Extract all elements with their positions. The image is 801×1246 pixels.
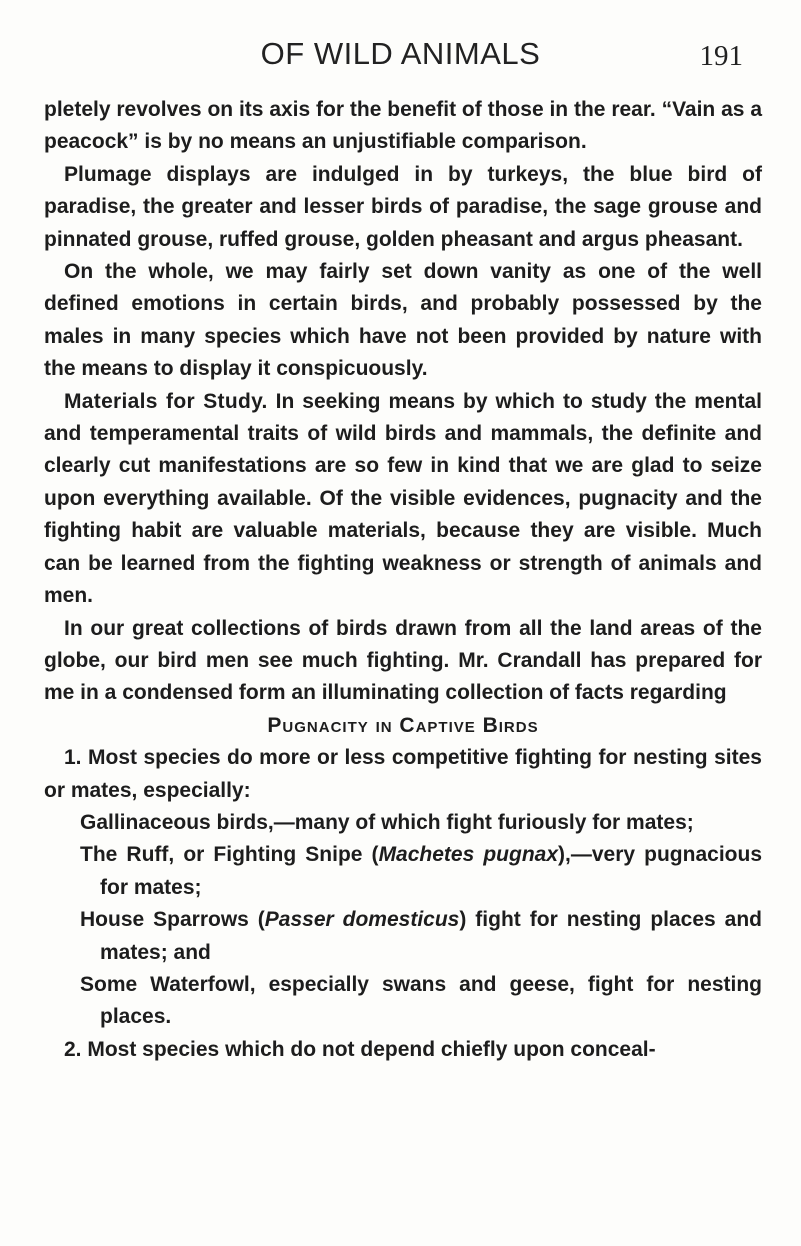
sub-item-sparrows-pre: House Sparrows ( <box>80 908 265 932</box>
sub-item-gallinaceous: Gallinaceous birds,—many of which fight furiously for mates; <box>80 810 694 834</box>
paragraph-vanity: On the whole, we may fairly set down vanity as one of the well defined emotions in certain birds, and probably possessed by the males in many species which have not been provided by nature with the means to display it conspicuously. <box>44 260 762 381</box>
page-number: 191 <box>699 40 743 72</box>
sub-item-sparrows-post: ) fight for nesting places and mates; and <box>100 908 762 964</box>
running-title: OF WILD ANIMALS <box>260 36 541 71</box>
sub-item-sparrows <box>44 904 762 969</box>
paragraph-plumage: Plumage displays are indulged in by turkeys, the blue bird of paradise, the greater and lesser birds of paradise, the sage grouse and pinnated grouse, ruffed grouse, golden pheasant and argus pheasant. <box>44 162 762 251</box>
sub-item-ruff <box>44 839 762 904</box>
sub-item-waterfowl: Some Waterfowl, especially swans and geese, fight for nesting places. <box>80 972 762 1029</box>
paragraph-materials-text: In seeking means by which to study the mental and temperamental traits of wild birds and mammals, the definite and clearly cut manifestations are so few in kind that we are glad to seize upon everything available. Of the visible evidences, pugnacity and the fighting habit are valuable materials, because they are visible. Much can be learned from the fighting weakness or strength of animals and men. <box>44 389 762 608</box>
sub-item-ruff-pre: The Ruff, or Fighting Snipe ( <box>80 843 379 867</box>
section-heading: Pugnacity in Captive Birds <box>267 713 539 737</box>
paragraph-collections: In our great collections of birds drawn from all the land areas of the globe, our bird men see much fighting. Mr. Crandall has prepared for me in a condensed form an illuminating collection of facts regarding <box>44 616 762 705</box>
latin-name-ruff: Machetes pugnax <box>378 843 559 867</box>
paragraph-continued: pletely revolves on its axis for the benefit of those in the rear. “Vain as a peacock” is by no means an unjustifiable comparison. <box>44 98 762 154</box>
running-head <box>0 36 801 76</box>
list-item-1: 1. Most species do more or less competitive fighting for nesting sites or mates, especially: <box>44 746 762 802</box>
body-text <box>44 94 762 1066</box>
sub-item-ruff-post: ),—very pugnacious for mates; <box>100 843 762 899</box>
list-item-2: 2. Most species which do not depend chiefly upon conceal- <box>64 1037 656 1061</box>
paragraph-materials <box>44 386 762 613</box>
latin-name-sparrow: Passer domesticus <box>264 908 460 932</box>
run-in-heading: Materials for Study. <box>64 389 268 413</box>
